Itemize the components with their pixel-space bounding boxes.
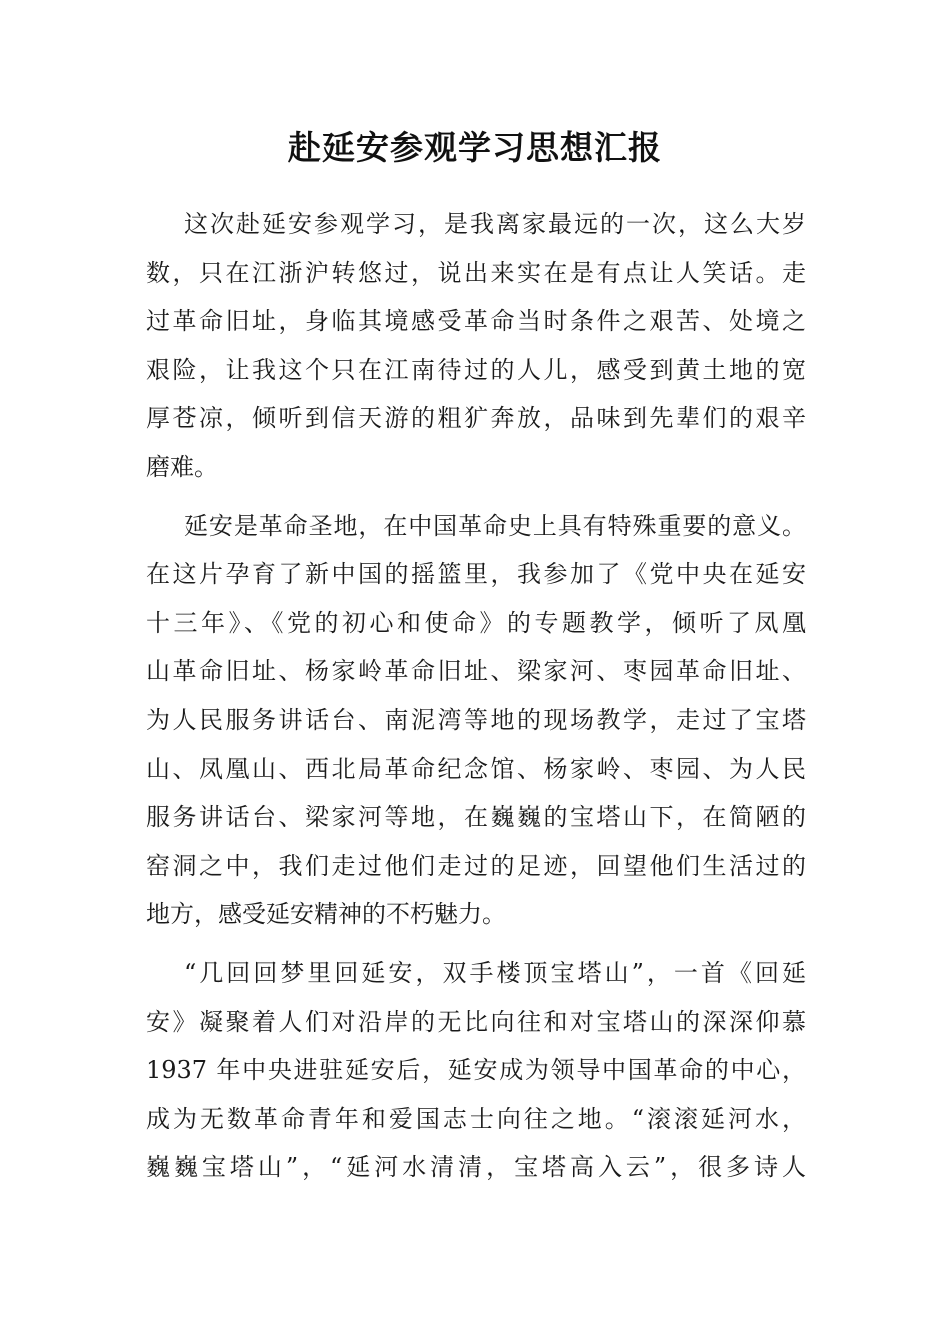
text-line: 数，只在江浙沪转悠过，说出来实在是有点让人笑话。走 (146, 258, 806, 287)
text-line: 巍巍宝塔山”，“延河水清清，宝塔高入云”，很多诗人 (146, 1153, 806, 1182)
text-line: 窑洞之中，我们走过他们走过的足迹，回望他们生活过的 (146, 851, 806, 880)
text-line: 成为无数革命青年和爱国志士向往之地。“滚滚延河水， (146, 1104, 806, 1133)
text-line: 服务讲话台、梁家河等地，在巍巍的宝塔山下，在简陋的 (146, 803, 806, 832)
text-line: 磨难。 (146, 452, 218, 481)
text-line: 为人民服务讲话台、南泥湾等地的现场教学，走过了宝塔 (146, 705, 806, 734)
document-body (146, 200, 806, 1202)
text-line: 十三年》、《党的初心和使命》的专题教学，倾听了凤凰 (146, 608, 806, 637)
text-line: 厚苍凉，倾听到信天游的粗犷奔放，品味到先辈们的艰辛 (146, 404, 806, 433)
text-line: 艰险，让我这个只在江南待过的人儿，感受到黄土地的宽 (146, 355, 806, 384)
paragraph-3 (146, 949, 806, 1192)
text-line: 1937 年中央进驻延安后，延安成为领导中国革命的中心， (146, 1056, 806, 1085)
text-line: 安》凝聚着人们对沿岸的无比向往和对宝塔山的深深仰慕 (146, 1007, 806, 1036)
paragraph-2 (146, 502, 806, 939)
paragraph-1 (146, 200, 806, 492)
text-line: 过革命旧址，身临其境感受革命当时条件之艰苦、处境之 (146, 307, 806, 336)
text-line: 在这片孕育了新中国的摇篮里，我参加了《党中央在延安 (146, 560, 806, 589)
text-line: 这次赴延安参观学习，是我离家最远的一次，这么大岁 (184, 210, 806, 238)
text-line: “几回回梦里回延安，双手楼顶宝塔山”，一首《回延 (184, 958, 806, 987)
text-line: 地方，感受延安精神的不朽魅力。 (146, 900, 506, 929)
text-line: 延安是革命圣地，在中国革命史上具有特殊重要的意义。 (184, 511, 806, 540)
text-line: 山、凤凰山、西北局革命纪念馆、杨家岭、枣园、为人民 (146, 754, 806, 783)
page-title: 赴延安参观学习思想汇报 (288, 128, 662, 167)
text-line: 山革命旧址、杨家岭革命旧址、梁家河、枣园革命旧址、 (146, 657, 806, 686)
